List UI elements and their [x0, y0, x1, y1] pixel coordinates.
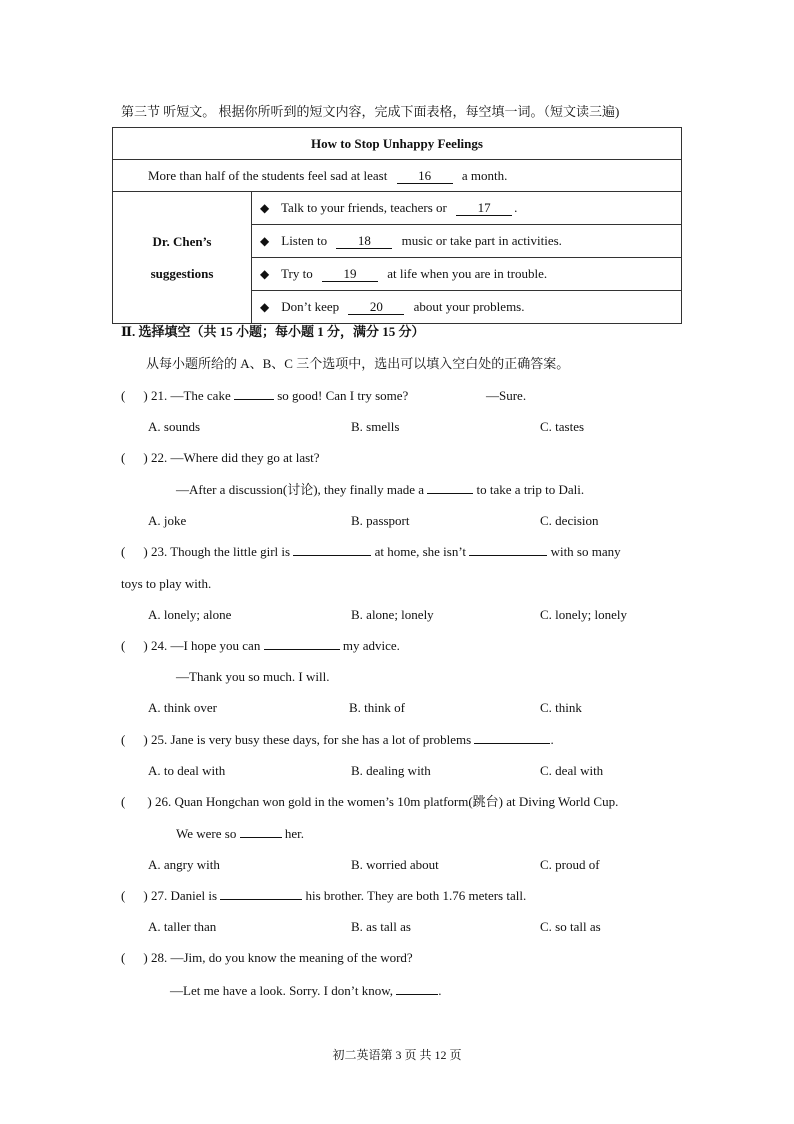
q27-blank	[220, 899, 302, 900]
answer-paren-close: )	[143, 450, 148, 465]
question-23	[121, 544, 621, 560]
q26-line2	[176, 826, 304, 842]
q25-option-b[interactable]: B. dealing with	[351, 763, 431, 778]
q27-option-c[interactable]: C. so tall as	[540, 919, 601, 934]
q23-line2: toys to play with.	[121, 576, 212, 591]
answer-paren-close: )	[143, 888, 148, 903]
label-line1: Dr. Chen’s	[152, 233, 212, 249]
answer-paren-open: (	[121, 732, 126, 747]
suggestion-text-before: Talk to your friends, teachers or	[281, 200, 447, 215]
answer-paren-close: )	[143, 544, 148, 559]
question-21	[121, 388, 408, 404]
section-header: 第三节 听短文。 根据你所听到的短文内容，完成下面表格，每空填一词。（短文读三遍)	[121, 104, 620, 119]
suggestion-text-before: Listen to	[281, 233, 328, 248]
q25-stem-a: 25. Jane is very busy these days, for she has a lot of problems	[150, 732, 472, 747]
q22-option-b[interactable]: B. passport	[351, 513, 410, 528]
table-title: How to Stop Unhappy Feelings	[113, 128, 682, 160]
answer-paren-open: (	[121, 544, 126, 559]
q26-option-b[interactable]: B. worried about	[351, 857, 439, 872]
q23-blank-1	[293, 555, 371, 556]
diamond-bullet-icon: ◆	[260, 201, 270, 215]
q26-option-c[interactable]: C. proud of	[540, 857, 600, 872]
suggestion-row	[252, 258, 682, 291]
answer-paren-open: (	[121, 950, 126, 965]
q27-stem-a: 27. Daniel is	[150, 888, 218, 903]
q24-option-b[interactable]: B. think of	[349, 700, 405, 715]
q22-line2	[176, 482, 584, 498]
answer-paren-close: )	[143, 950, 148, 965]
q26-option-a[interactable]: A. angry with	[148, 857, 220, 872]
answer-paren-open: (	[121, 388, 126, 403]
answer-paren-open: (	[121, 450, 126, 465]
suggestions-label-cell	[113, 192, 252, 324]
suggestion-text-before: Don’t keep	[281, 299, 340, 314]
diamond-bullet-icon: ◆	[260, 267, 270, 281]
q28-stem: 28. —Jim, do you know the meaning of the word?	[150, 950, 413, 965]
q21-blank	[234, 399, 274, 400]
q22-option-a[interactable]: A. joke	[148, 513, 187, 528]
q24-stem-a: 24. —I hope you can	[150, 638, 261, 653]
question-24	[121, 638, 400, 654]
q23-option-b[interactable]: B. alone; lonely	[351, 607, 434, 622]
answer-paren-close: )	[143, 388, 148, 403]
q23-stem-b: at home, she isn’t	[374, 544, 467, 559]
q26-line2-b: her.	[284, 826, 304, 841]
q24-stem-b: my advice.	[342, 638, 400, 653]
suggestion-text-after: music or take part in activities.	[401, 233, 562, 248]
question-22	[121, 450, 320, 466]
q22-line2-a: —After a discussion(讨论), they finally made a	[176, 482, 425, 497]
suggestion-row	[252, 225, 682, 258]
q24-line2: —Thank you so much. I will.	[176, 669, 330, 684]
suggestion-text-after: .	[514, 200, 518, 215]
q27-stem-b: his brother. They are both 1.76 meters tall.	[305, 888, 527, 903]
q27-option-a[interactable]: A. taller than	[148, 919, 217, 934]
q23-option-a[interactable]: A. lonely; alone	[148, 607, 232, 622]
row2-text-before: More than half of the students feel sad at least	[148, 167, 388, 183]
answer-blank-16[interactable]: 16	[397, 169, 453, 184]
suggestion-text-before: Try to	[281, 266, 313, 281]
answer-blank-17[interactable]: 17	[456, 201, 512, 216]
table-row-frequency	[113, 160, 682, 192]
q23-stem-c: with so many	[550, 544, 621, 559]
question-25	[121, 732, 554, 748]
suggestion-text-after: about your problems.	[413, 299, 525, 314]
q26-blank	[240, 837, 282, 838]
answer-paren-close: )	[143, 732, 148, 747]
answer-paren-open: (	[121, 638, 126, 653]
q21-option-a[interactable]: A. sounds	[148, 419, 201, 434]
q24-option-c[interactable]: C. think	[540, 700, 582, 715]
row2-text-after: a month.	[461, 167, 508, 183]
q22-blank	[427, 493, 473, 494]
q23-blank-2	[469, 555, 547, 556]
q24-option-a[interactable]: A. think over	[148, 700, 217, 715]
answer-paren-close: )	[143, 638, 148, 653]
part2-instruction: 从每小题所给的 A、B、C 三个选项中，选出可以填入空白处的正确答案。	[146, 356, 570, 371]
diamond-bullet-icon: ◆	[260, 300, 270, 314]
label-line2: suggestions	[150, 265, 214, 281]
q24-blank	[264, 649, 340, 650]
q23-stem-a: 23. Though the little girl is	[150, 544, 291, 559]
q22-option-c[interactable]: C. decision	[540, 513, 599, 528]
suggestion-text-after: at life when you are in trouble.	[387, 266, 548, 281]
listening-table	[112, 127, 682, 324]
q21-option-c[interactable]: C. tastes	[540, 419, 585, 434]
question-28	[121, 950, 413, 966]
q25-blank	[474, 743, 550, 744]
q25-option-a[interactable]: A. to deal with	[148, 763, 226, 778]
page-footer: 初二英语第 3 页 共 12 页	[332, 1048, 462, 1062]
diamond-bullet-icon: ◆	[260, 234, 270, 248]
q28-blank	[396, 994, 438, 995]
answer-paren-open: (	[121, 888, 126, 903]
answer-blank-19[interactable]: 19	[322, 267, 378, 282]
q21-stem-b: so good! Can I try some?	[277, 388, 409, 403]
q21-stem-a: 21. —The cake	[150, 388, 231, 403]
q25-stem-b: .	[550, 732, 554, 747]
q22-line2-b: to take a trip to Dali.	[476, 482, 585, 497]
q22-stem: 22. —Where did they go at last?	[150, 450, 320, 465]
answer-blank-20[interactable]: 20	[348, 300, 404, 315]
q28-line2-b: .	[438, 983, 442, 998]
answer-paren-close: )	[147, 794, 152, 809]
question-27	[121, 888, 526, 904]
q28-line2-a: —Let me have a look. Sorry. I don’t know,	[170, 983, 393, 998]
answer-paren-open: (	[121, 794, 126, 809]
question-26	[121, 794, 618, 810]
q26-stem: 26. Quan Hongchan won gold in the women’s 10m platform(跳台) at Diving World Cup.	[154, 794, 619, 809]
q23-option-c[interactable]: C. lonely; lonely	[540, 607, 628, 622]
q21-option-b[interactable]: B. smells	[351, 419, 400, 434]
suggestion-row	[252, 291, 682, 324]
answer-blank-18[interactable]: 18	[336, 234, 392, 249]
suggestion-row	[252, 192, 682, 225]
q21-reply: —Sure.	[486, 388, 527, 403]
q28-line2	[170, 983, 442, 999]
q27-option-b[interactable]: B. as tall as	[351, 919, 411, 934]
q26-line2-a: We were so	[176, 826, 237, 841]
part2-title: Ⅱ. 选择填空（共 15 小题；每小题 1 分，满分 15 分）	[121, 324, 425, 339]
q25-option-c[interactable]: C. deal with	[540, 763, 604, 778]
